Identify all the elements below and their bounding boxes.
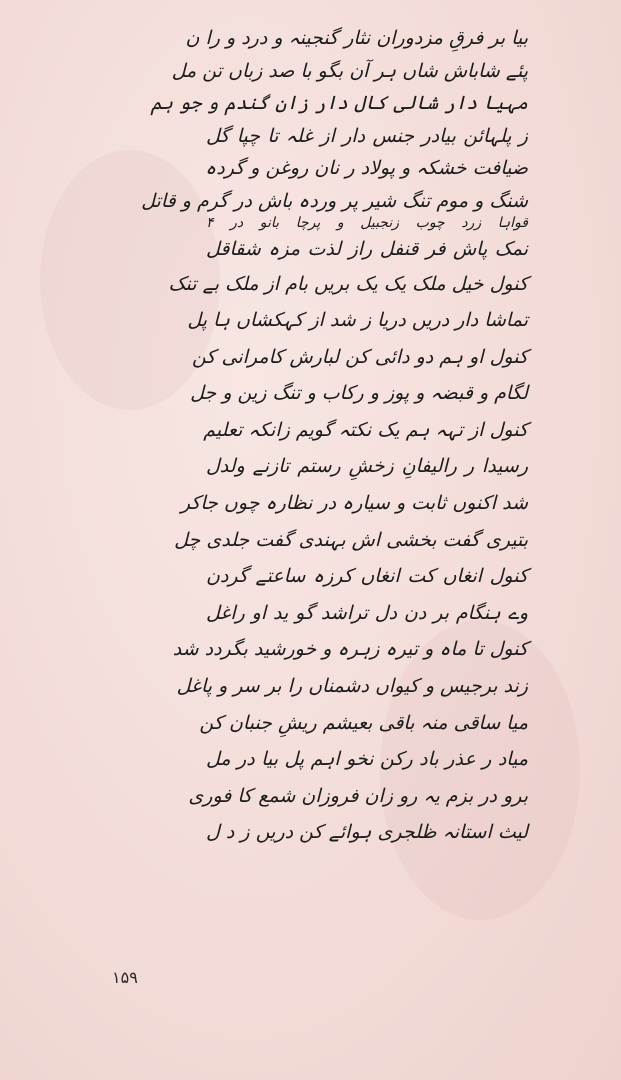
verse-line: مہیا دار شالی کال دار زان گندم و جو ہم [150, 92, 528, 114]
verse-line: کنول از تہہ ہم یک نکتہ گویم زانکہ تعلیم [203, 418, 528, 441]
verse-line: وے ہنگام بر دن دل تراشد گو ید او راغل [206, 601, 528, 624]
verse-line: میاد ر عذر باد رکن نخو اہم پل بیا در مل [206, 748, 528, 771]
verse-group-top [141, 22, 528, 266]
manuscript-text [141, 22, 528, 851]
verse-group-bottom [168, 266, 528, 852]
verse-line: برو در بزم یہ رو زان فروزان شمع کا فوری [188, 784, 528, 807]
verse-line: کنول انغاں کت انغاں کرزہ ساعتے گردن [206, 565, 528, 588]
verse-line: بیا بر فرقِ مزدوران نثار گنجینہ و درد و را ن [185, 27, 528, 49]
verse-line: کنول تا ماہ و تیرہ زہرہ و خورشید بگردد شد [172, 638, 528, 661]
verse-line: نمک پاش فر قنفل راز لذت مزہ شقاقل [206, 238, 528, 260]
verse-line: کنول خیل ملک یک یک بریں بام از ملک بے تنک [168, 272, 528, 295]
verse-line: میا ساقی منہ باقی بعیشم ریشِ جنبان کن [199, 711, 528, 734]
verse-line: رسیدا ر رالیفانِ زخشِ رستم تازنے ولدل [206, 455, 528, 478]
verse-line: لگام و قبضہ و پوز و رکاب و تنگ زین و جل [190, 382, 528, 405]
verse-line: تماشا دار دریں دریا ز شد از کہکشاں ہا پل [187, 309, 528, 332]
verse-line: شد اکنوں ثابت و سیارہ در نظارہ چوں جاکر [180, 492, 528, 515]
verse-line: لیث استانہ ظلجری ہوائے کن دریں ز د ل [206, 821, 528, 844]
verse-line: ضیافت خشکہ و پولاد ر نان روغن و گردہ [205, 157, 528, 179]
verse-line: زند برجیس و کیواں دشمناں را بر سر و پاغل [176, 675, 528, 698]
verse-line: پئے شاباش شاں ہر آن بگو با صد زباں تن مل [171, 59, 528, 82]
verse-line-small: قواہا زرد چوب زنجبیل و پرچا بانو در ۴ [206, 215, 528, 231]
verse-line: بتیری گفت بخشی اش بہندی گفت جلدی چل [174, 528, 528, 551]
verse-line: شنگ و موم تنگ شیر پر وردہ باش در گرم و قاتل [141, 189, 528, 212]
page-number: ۱۵۹ [112, 968, 138, 987]
verse-line: کنول او ہم دو دائی کن لبارش کامرانی کن [191, 345, 528, 368]
verse-line: ز پلہائن بیادر جنس دار از غلہ تا چپا گل [206, 124, 528, 147]
